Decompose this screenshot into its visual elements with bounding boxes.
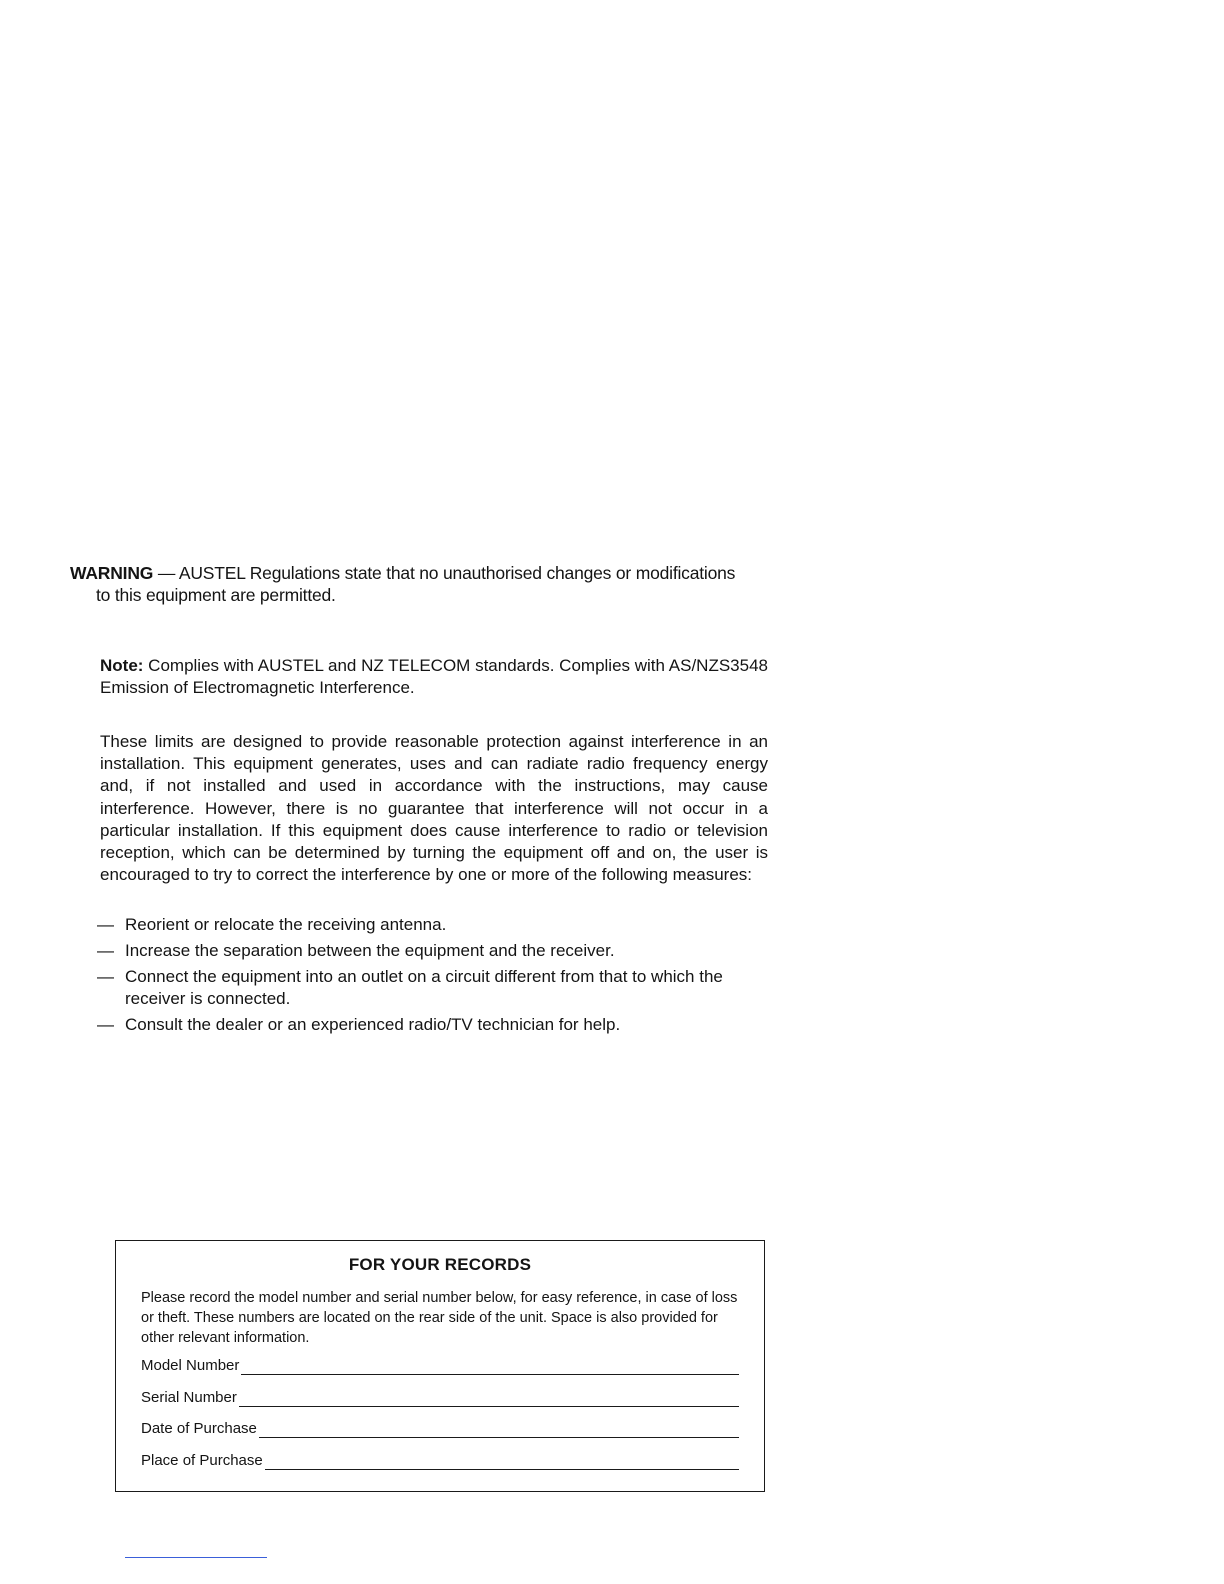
measure-text: Connect the equipment into an outlet on a circuit different from that to which the receiver is connected. [125,967,723,1008]
place-of-purchase-blank[interactable] [265,1453,739,1470]
warning-label: WARNING [70,563,154,583]
dash-bullet: — [97,941,114,960]
measure-item [97,940,777,962]
measures-list [97,914,777,1040]
measure-text: Reorient or relocate the receiving antenna. [125,915,447,934]
serial-number-label: Serial Number [141,1389,237,1406]
place-of-purchase-field [141,1452,739,1470]
place-of-purchase-label: Place of Purchase [141,1452,263,1469]
model-number-label: Model Number [141,1357,240,1374]
model-number-field [141,1357,739,1375]
dash-bullet: — [97,967,114,986]
records-box [115,1240,765,1492]
dash-bullet: — [97,1014,114,1034]
records-intro: Please record the model number and serial number below, for easy reference, in case of loss or theft. These numbers are located on the rear side of the unit. Space is also provided for other relevant information. [141,1290,738,1346]
date-of-purchase-label: Date of Purchase [141,1420,257,1437]
measure-item [97,914,777,936]
records-title: FOR YOUR RECORDS [348,1255,532,1274]
interference-paragraph: These limits are designed to provide reasonable protection against interference in an installation. This equipment generates, uses and can radiate radio frequency energy and, if not installed and used in accordance with the instructions, may cause interference. However, there is no guarantee that interference will not occur in a particular installation. If this equipment does cause interference to radio or television reception, which can be determined by turning the equipment off and on, the user is encouraged to try to correct the interference by one or more of the following measures: [100,732,768,885]
note-label: Note: [100,656,144,675]
warning-notice [70,562,790,606]
compliance-note [100,655,768,699]
serial-number-field [141,1389,739,1407]
footer-rule [125,1557,267,1558]
note-text: Complies with AUSTEL and NZ TELECOM standards. Complies with AS/NZS3548 Emission of Electromagnetic Interference. [100,656,768,697]
measure-text: Consult the dealer or an experienced radio/TV technician for help. [125,1014,621,1034]
measure-text: Increase the separation between the equipment and the receiver. [125,941,615,960]
serial-number-blank[interactable] [239,1390,739,1407]
date-of-purchase-field [141,1420,739,1438]
date-of-purchase-blank[interactable] [259,1421,739,1438]
model-number-blank[interactable] [241,1358,739,1375]
warning-text-line2: to this equipment are permitted. [96,585,336,605]
measure-item [97,966,777,1009]
warning-text-line1: — AUSTEL Regulations state that no unauthorised changes or modifications [153,563,736,583]
dash-bullet: — [97,915,114,934]
measure-item [97,1014,777,1036]
